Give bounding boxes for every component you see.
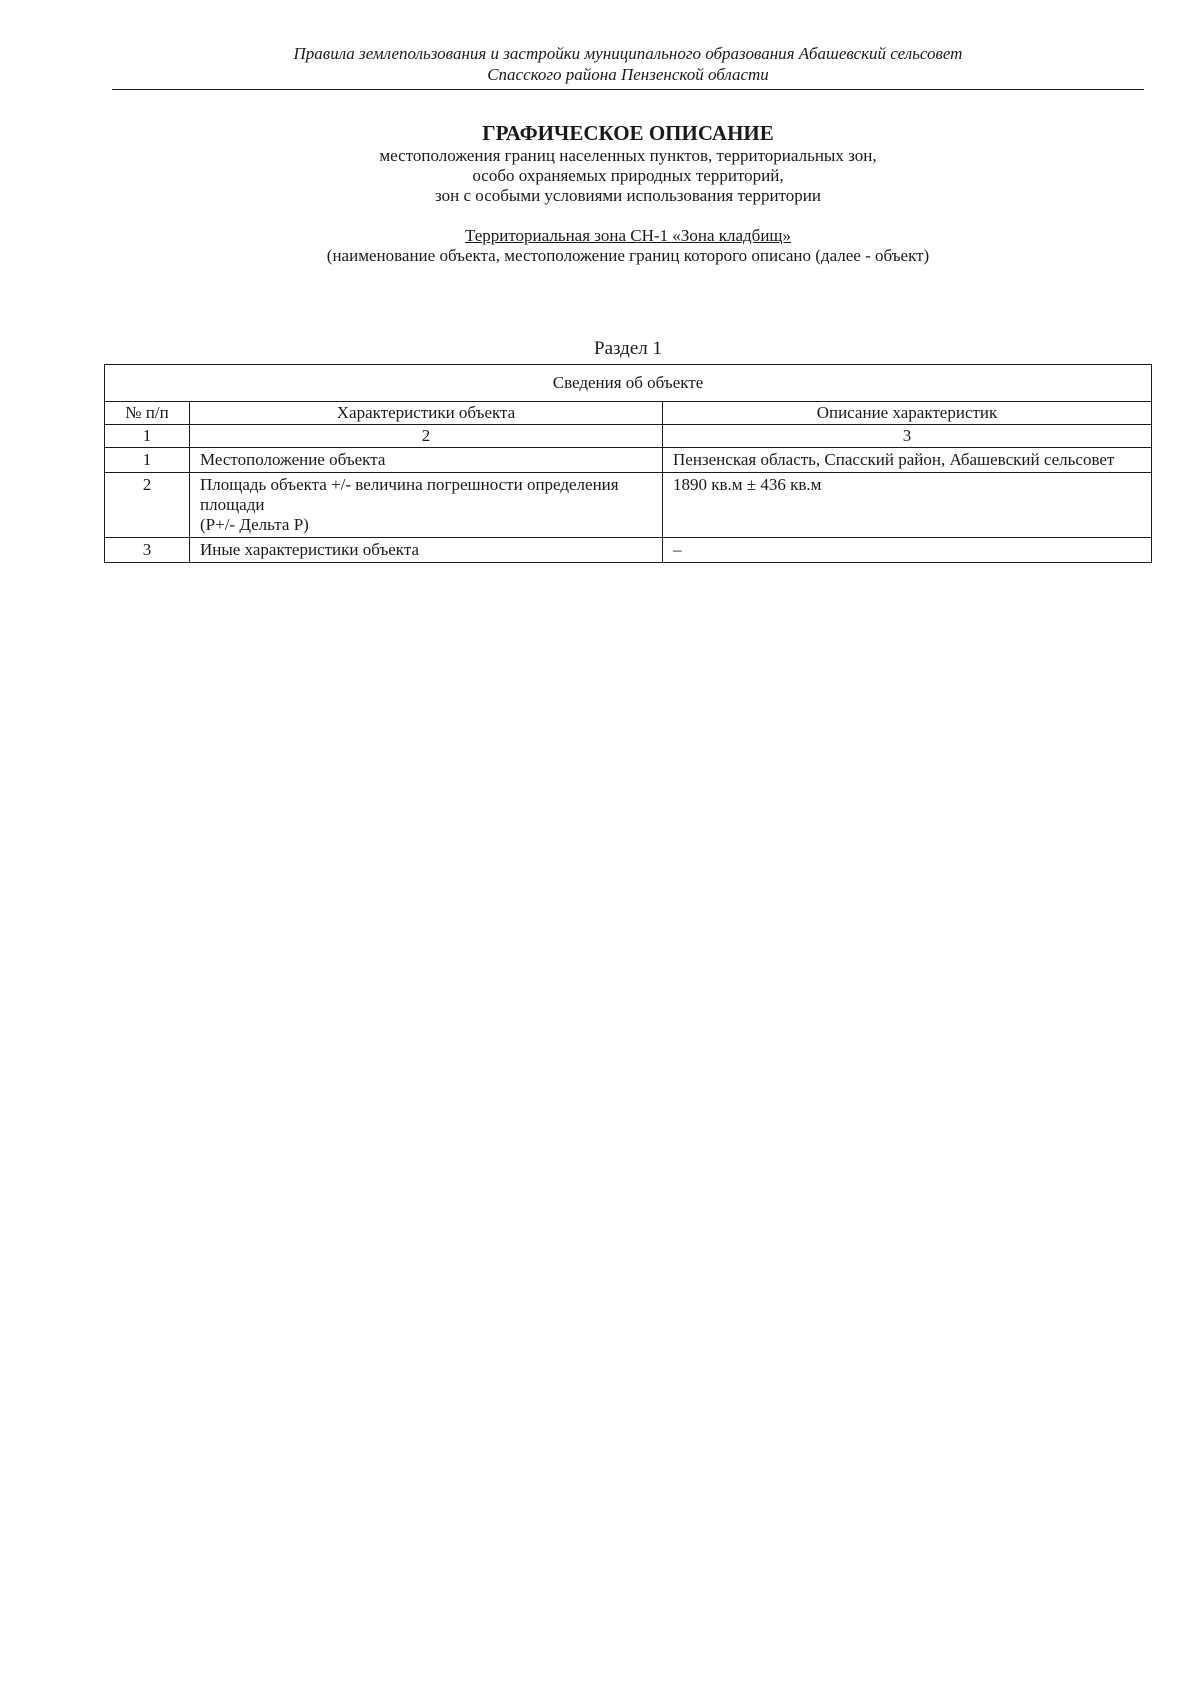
row-characteristic <box>190 473 663 538</box>
table-row <box>105 538 1152 563</box>
table-column-number-row <box>105 425 1152 448</box>
title-block <box>112 120 1144 266</box>
object-name-text: Территориальная зона СН-1 «Зона кладбищ» <box>464 226 792 245</box>
table-row <box>105 448 1152 473</box>
row-characteristic-text: Площадь объекта +/- величина погрешности определения площади <box>200 475 619 514</box>
table-caption: Сведения об объекте <box>105 365 1152 402</box>
column-number: 2 <box>190 425 663 448</box>
running-header <box>112 43 1144 85</box>
row-description: Пензенская область, Спасский район, Абашевский сельсовет <box>663 448 1152 473</box>
row-description: 1890 кв.м ± 436 кв.м <box>663 473 1152 538</box>
row-number: 3 <box>105 538 190 563</box>
row-characteristic-text: Иные характеристики объекта <box>200 540 420 559</box>
section-title: Раздел 1 <box>594 338 662 359</box>
document-subtitle-line: местоположения границ населенных пунктов, территориальных зон, <box>379 146 877 165</box>
document-subtitle-line: особо охраняемых природных территорий, <box>472 166 784 185</box>
row-characteristic <box>190 448 663 473</box>
running-header-line1: Правила землепользования и застройки муниципального образования Абашевский сельсовет <box>293 44 963 63</box>
object-caption: (наименование объекта, местоположение границ которого описано (далее - объект) <box>326 246 930 265</box>
table-caption-row <box>105 365 1152 402</box>
header-divider <box>112 89 1144 90</box>
header-description: Описание характеристик <box>663 402 1152 425</box>
row-characteristic-text: Местоположение объекта <box>200 450 386 469</box>
row-characteristic-text: (P+/- Дельта P) <box>200 515 309 534</box>
document-title: ГРАФИЧЕСКОЕ ОПИСАНИЕ <box>482 121 774 145</box>
object-name <box>112 226 1144 246</box>
header-number: № п/п <box>105 402 190 425</box>
object-info-table <box>104 364 1152 563</box>
header-characteristic: Характеристики объекта <box>190 402 663 425</box>
column-number: 1 <box>105 425 190 448</box>
row-number: 1 <box>105 448 190 473</box>
table-row <box>105 473 1152 538</box>
table-header-row <box>105 402 1152 425</box>
row-number: 2 <box>105 473 190 538</box>
row-characteristic <box>190 538 663 563</box>
row-description: – <box>663 538 1152 563</box>
document-subtitle-line: зон с особыми условиями использования территории <box>435 186 821 205</box>
running-header-line2: Спасского района Пензенской области <box>487 65 769 84</box>
column-number: 3 <box>663 425 1152 448</box>
